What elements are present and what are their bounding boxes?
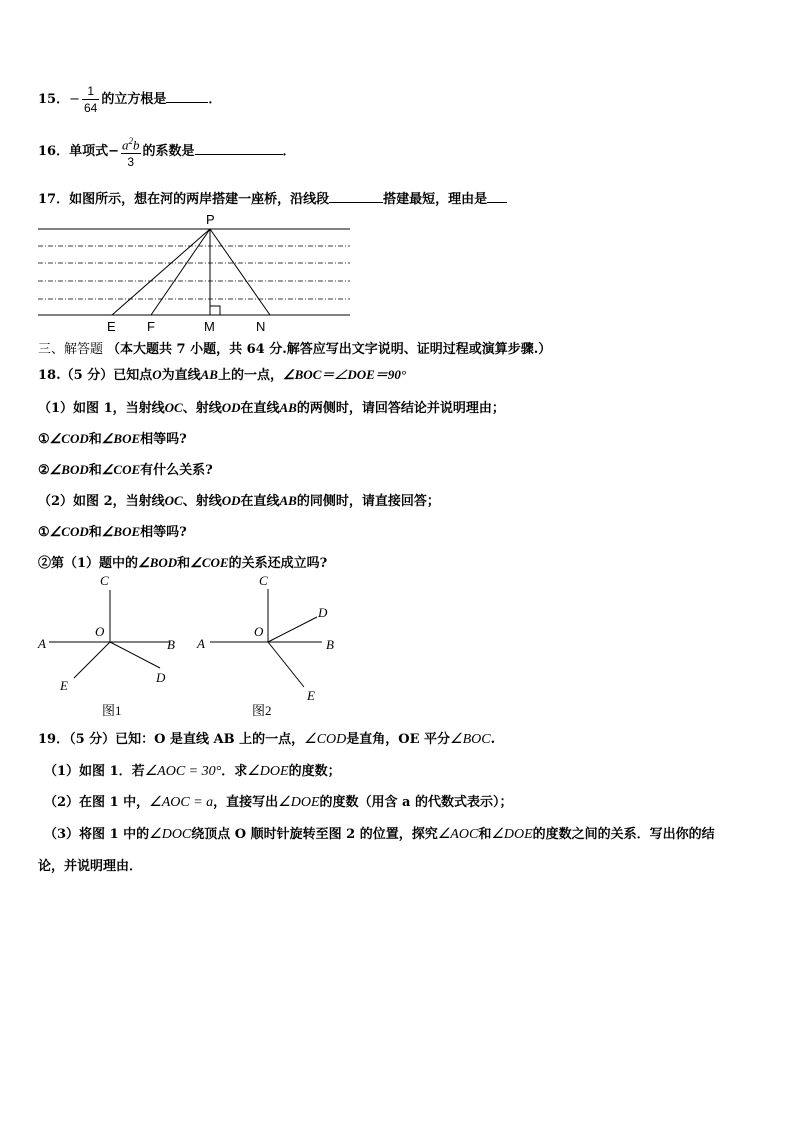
- fig2-label-B: B: [326, 637, 334, 652]
- question-18-part-2: （2）如图 2，当射线OC、射线OD在直线AB的同侧时，请直接回答；: [38, 493, 440, 509]
- label-P: P: [206, 212, 215, 227]
- answer-blank-17a[interactable]: [329, 190, 383, 203]
- question-19-part-3: （3）将图 1 中的∠DOC绕顶点 O 顺时针旋转至图 2 的位置，探究∠AOC和∠DOE的度数之间的关系．写出你的结: [44, 827, 715, 842]
- fraction-1-64: $\frac{1}{64}$: [84, 84, 98, 115]
- fig1-label-O: O: [95, 624, 105, 639]
- fig2-label-C: C: [259, 573, 268, 588]
- figure-2-caption: 图2: [252, 703, 272, 718]
- fig1-label-A: A: [38, 636, 46, 651]
- question-15: 15．− $\frac{1}{64}$ 的立方根是 ．: [38, 84, 222, 115]
- question-18-part-1-sub-2: ②∠BOD和∠COE有什么关系?: [38, 462, 213, 478]
- question-15-number: 15．: [38, 92, 70, 107]
- angle-condition: ∠BOC＝∠DOE＝90°: [282, 367, 407, 382]
- question-19-part-1: （1）如图 1．若∠AOC = 30°．求∠DOE的度数；: [44, 764, 341, 779]
- answer-blank-15[interactable]: [166, 90, 208, 103]
- question-17: 17．如图所示，想在河的两岸搭建一座桥，沿线段 搭建最短，理由是: [38, 188, 507, 207]
- question-18-part-1: （1）如图 1，当射线OC、射线OD在直线AB的两侧时，请回答结论并说明理由；: [38, 400, 505, 416]
- question-16-text: 的系数是: [142, 144, 195, 160]
- fig1-label-D: D: [156, 670, 166, 685]
- fraction-a2b-3: $\frac{a^2b}{3}$: [121, 133, 141, 170]
- label-N: N: [256, 319, 266, 334]
- answer-blank-16[interactable]: [195, 142, 283, 155]
- question-18-part-2-sub-2: ②第（1）题中的∠BOD和∠COE的关系还成立吗?: [38, 555, 328, 571]
- label-E: E: [107, 319, 116, 334]
- fig2-label-A: A: [197, 636, 205, 651]
- question-19-intro: 19．（5 分）已知：O 是直线 AB 上的一点，∠COD是直角，OE 平分∠BOC.: [38, 732, 496, 747]
- label-M: M: [204, 319, 215, 334]
- section-3-header: [38, 338, 551, 357]
- fig2-label-D: D: [318, 605, 328, 620]
- question-18-number: 18.: [38, 368, 61, 383]
- fig1-label-E: E: [60, 678, 68, 693]
- section-3-note: （本大题共 7 小题，共 64 分.解答应写出文字说明、证明过程或演算步骤.）: [107, 342, 552, 357]
- question-18-intro: 18.（5 分）已知点O为直线AB上的一点，∠BOC＝∠DOE＝90°: [38, 367, 407, 383]
- label-F: F: [147, 319, 155, 334]
- question-15-text: 的立方根是: [101, 92, 167, 107]
- question-18-part-2-sub-1: ①∠COD和∠BOE相等吗?: [38, 524, 187, 540]
- fig1-label-B: B: [167, 637, 175, 652]
- question-16-prefix: 单项式−: [69, 144, 119, 160]
- minus-sign: −: [69, 92, 80, 107]
- fig2-label-E: E: [307, 688, 315, 703]
- section-3-title: 三、解答题: [38, 342, 104, 357]
- river-bridge-figure: [30, 210, 360, 336]
- q18-figures: [30, 572, 360, 722]
- question-19-part-2: （2）在图 1 中，∠AOC = a，直接写出∠DOE的度数（用含 a 的代数式表示）；: [44, 795, 513, 810]
- question-18-part-1-sub-1: ①∠COD和∠BOE相等吗?: [38, 431, 187, 447]
- question-16-number: 16．: [38, 144, 70, 160]
- question-19-number: 19．: [38, 732, 70, 747]
- fig2-label-O: O: [254, 624, 264, 639]
- figure-1-caption: 图1: [102, 703, 122, 718]
- fig1-label-C: C: [100, 573, 109, 588]
- answer-blank-17b[interactable]: [487, 190, 507, 203]
- question-16: 16．单项式− $\frac{a^2b}{3}$ 的系数是 ．: [38, 133, 296, 170]
- question-19-part-3-line-2: 论，并说明理由．: [38, 859, 143, 874]
- question-17-number: 17．: [38, 192, 70, 207]
